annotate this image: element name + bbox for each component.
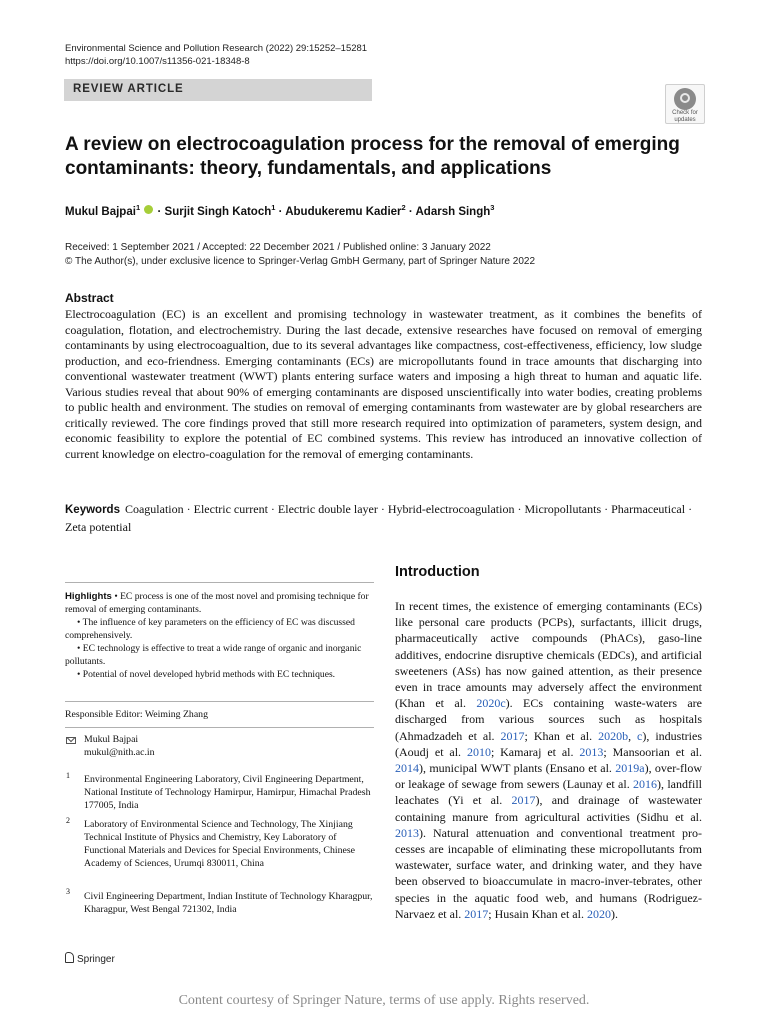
- body-text: ). Natural attenuation and conventional treatment pro-cesses are incapable of eliminating these micropollutants from wastewater, surface water, and drinking water, and they have been observed to bioaccumulate in macro-inver-tebrates, other species in the aquatic food web, and humans (Rodriguez-Narvaez et al.: [395, 825, 702, 921]
- author-affil-num: 3: [490, 203, 495, 212]
- author-name[interactable]: Adarsh Singh: [415, 205, 491, 218]
- body-text: In recent times, the existence of emerging contaminants (ECs) like personal care products (PCPs), surfactants, illicit drugs, pharmaceutically active compounds (PhACs), gaso-line additives, endocrine disruptive chemicals (EDCs), and artificial sweeteners (ASs) has now gained attention, as their presence even in trace amounts may adversely affect the environment (Khan et al.: [395, 599, 702, 711]
- affiliation-text: Laboratory of Environmental Science and Technology, The Xinjiang Technical Institute of Physics and Chemistry, Key Laboratory of Functional Materials and Devices for Special Environments, Chinese Academy of Sciences, Urumqi 830011, China: [84, 819, 355, 869]
- introduction-heading: Introduction: [395, 564, 480, 580]
- body-text: ).: [610, 906, 618, 921]
- body-text: ), over-flow or leakage of sewage from sewers (Launay et al.: [395, 761, 702, 792]
- citation-link[interactable]: 2017: [511, 793, 536, 808]
- envelope-icon: [66, 737, 76, 744]
- body-text: ). ECs containing waste-waters are discharged from various sources such as hospitals (Ahmadzadeh et al.: [395, 696, 702, 743]
- affiliation-number: 2: [66, 816, 70, 825]
- divider: [65, 582, 374, 583]
- citation-link[interactable]: 2020b: [598, 728, 629, 743]
- author-separator: ·: [154, 205, 165, 218]
- publisher-name: Springer: [77, 954, 115, 965]
- citation-link[interactable]: 2010: [466, 744, 491, 759]
- body-text: ), industries (Aoudj et al.: [395, 728, 702, 759]
- citation-link[interactable]: 2020c: [476, 696, 506, 711]
- check-for-updates-badge[interactable]: [665, 84, 705, 124]
- bookmark-icon: [674, 88, 696, 110]
- affiliation-text: Civil Engineering Department, Indian Institute of Technology Kharagpur, Kharagpur, West Bengal 721302, India: [84, 891, 373, 915]
- body-text: ), and drainage of wastewater containing manure from agricultural activities (Sidhu et al.: [395, 793, 702, 824]
- divider: [65, 701, 374, 702]
- affiliation-number: 1: [66, 771, 70, 780]
- introduction-body: [395, 598, 702, 922]
- responsible-editor: Responsible Editor: Weiming Zhang: [65, 709, 208, 720]
- body-text: ,: [628, 728, 638, 743]
- body-text: ; Husain Khan et al.: [488, 906, 587, 921]
- article-type-bar: [64, 79, 372, 101]
- citation-link[interactable]: 2013: [579, 744, 604, 759]
- author-name[interactable]: Mukul Bajpai: [65, 205, 136, 218]
- citation-link[interactable]: 2016: [633, 777, 658, 792]
- author-affil-num: 2: [401, 203, 406, 212]
- journal-citation: Environmental Science and Pollution Research (2022) 29:15252–15281: [65, 43, 368, 54]
- copyright-line: © The Author(s), under exclusive licence to Springer-Verlag GmbH Germany, part of Springer Nature 2022: [65, 256, 535, 267]
- author-affil-num: 1: [271, 203, 276, 212]
- abstract-heading: Abstract: [65, 291, 114, 305]
- citation-link[interactable]: 2020: [586, 906, 611, 921]
- corresponding-author: [84, 733, 155, 759]
- body-text: ; Kamaraj et al.: [490, 744, 580, 759]
- affiliation-number: 3: [66, 887, 70, 896]
- author-separator: ·: [275, 205, 286, 218]
- badge-line2: updates: [674, 117, 696, 123]
- keywords-list: Coagulation · Electric current · Electric double layer · Hybrid-electrocoagulation · Micropollutants · Pharmaceutical · Zeta potential: [65, 502, 693, 534]
- body-text: ), landfill leachates (Yi et al.: [395, 777, 702, 808]
- courtesy-footer: Content courtesy of Springer Nature, terms of use apply. Rights reserved.: [178, 993, 590, 1008]
- body-text: ; Mansoorian et al.: [603, 744, 702, 759]
- citation-link[interactable]: c: [637, 728, 643, 743]
- author-list: [65, 203, 494, 218]
- highlight-item: • The influence of key parameters on the efficiency of EC was discussed comprehensively.: [65, 617, 355, 641]
- doi-link[interactable]: https://doi.org/10.1007/s11356-021-18348-8: [65, 56, 250, 67]
- publication-dates: [65, 241, 535, 269]
- publisher-logo: [65, 952, 115, 965]
- citation-link[interactable]: 2017: [500, 728, 525, 743]
- highlight-item: • EC technology is effective to treat a wide range of organic and inorganic pollutants.: [65, 643, 362, 667]
- dates-line: Received: 1 September 2021 / Accepted: 22 December 2021 / Published online: 3 January 2022: [65, 242, 491, 253]
- keywords-label: Keywords: [65, 504, 120, 516]
- contact-name: Mukul Bajpai: [84, 734, 139, 745]
- title-line-2: contaminants: theory, fundamentals, and applications: [65, 158, 552, 179]
- badge-line1: Check for: [672, 110, 698, 116]
- title-line-1: A review on electrocoagulation process for the removal of emerging: [65, 134, 680, 155]
- citation-link[interactable]: 2017: [464, 906, 489, 921]
- highlight-item: • EC process is one of the most novel and promising technique for removal of emerging contaminants.: [65, 591, 369, 615]
- abstract-body: Electrocoagulation (EC) is an excellent and promising technology in wastewater treatment, as it combines the benefits of coagulation, flotation, and electrochemistry. During the last decade, extensive researches have focused on removal of emerging contaminants by using electrocoagualtion, due to its several advantages like compactness, cost-effectiveness, efficiency, low sludge production, and eco-friendness. Emerging contaminants (ECs) are micropollutants found in trace amounts that discharging into conventional wastewater treatment (WWT) plants entering surface waters and imposing a high threat to human and aquatic life. Various studies reveal that about 90% of emerging contaminants are disposed unscientifically into water bodies, creating problems to public health and environment. The studies on removal of emerging contaminants from wastewater are by global researchers are critically reviewed. The core findings proved that still more research required into optimization of parameters, system design, and economic feasibility to explore the potential of EC combined systems. This review has introduced an innovative collection of current knowledge on electro-coagulation for the removal of emerging contaminants.: [65, 307, 702, 461]
- affiliation-text: Environmental Engineering Laboratory, Civil Engineering Department, National Institute of Technology Hamirpur, Hamirpur, Himachal Pradesh 177005, India: [84, 774, 371, 811]
- citation-link[interactable]: 2014: [395, 761, 419, 776]
- divider: [65, 727, 374, 728]
- keywords: [65, 501, 702, 536]
- article-type-label: REVIEW ARTICLE: [73, 83, 184, 95]
- author-name[interactable]: Surjit Singh Katoch: [164, 205, 272, 218]
- contact-email[interactable]: mukul@nith.ac.in: [84, 747, 155, 758]
- springer-horse-icon: [65, 952, 74, 963]
- highlight-item: • Potential of novel developed hybrid methods with EC techniques.: [77, 669, 336, 680]
- author-separator: ·: [405, 205, 416, 218]
- article-title: [65, 133, 685, 181]
- body-text: ; Khan et al.: [524, 728, 599, 743]
- highlights-label: Highlights: [65, 591, 112, 602]
- author-name[interactable]: Abudukeremu Kadier: [285, 205, 402, 218]
- orcid-icon[interactable]: [144, 205, 153, 214]
- body-text: ), municipal WWT plants (Ensano et al.: [419, 761, 616, 776]
- citation-link[interactable]: 2013: [395, 825, 419, 840]
- author-affil-num: 1: [135, 203, 141, 212]
- highlights-box: [65, 590, 374, 681]
- citation-link[interactable]: 2019a: [615, 761, 645, 776]
